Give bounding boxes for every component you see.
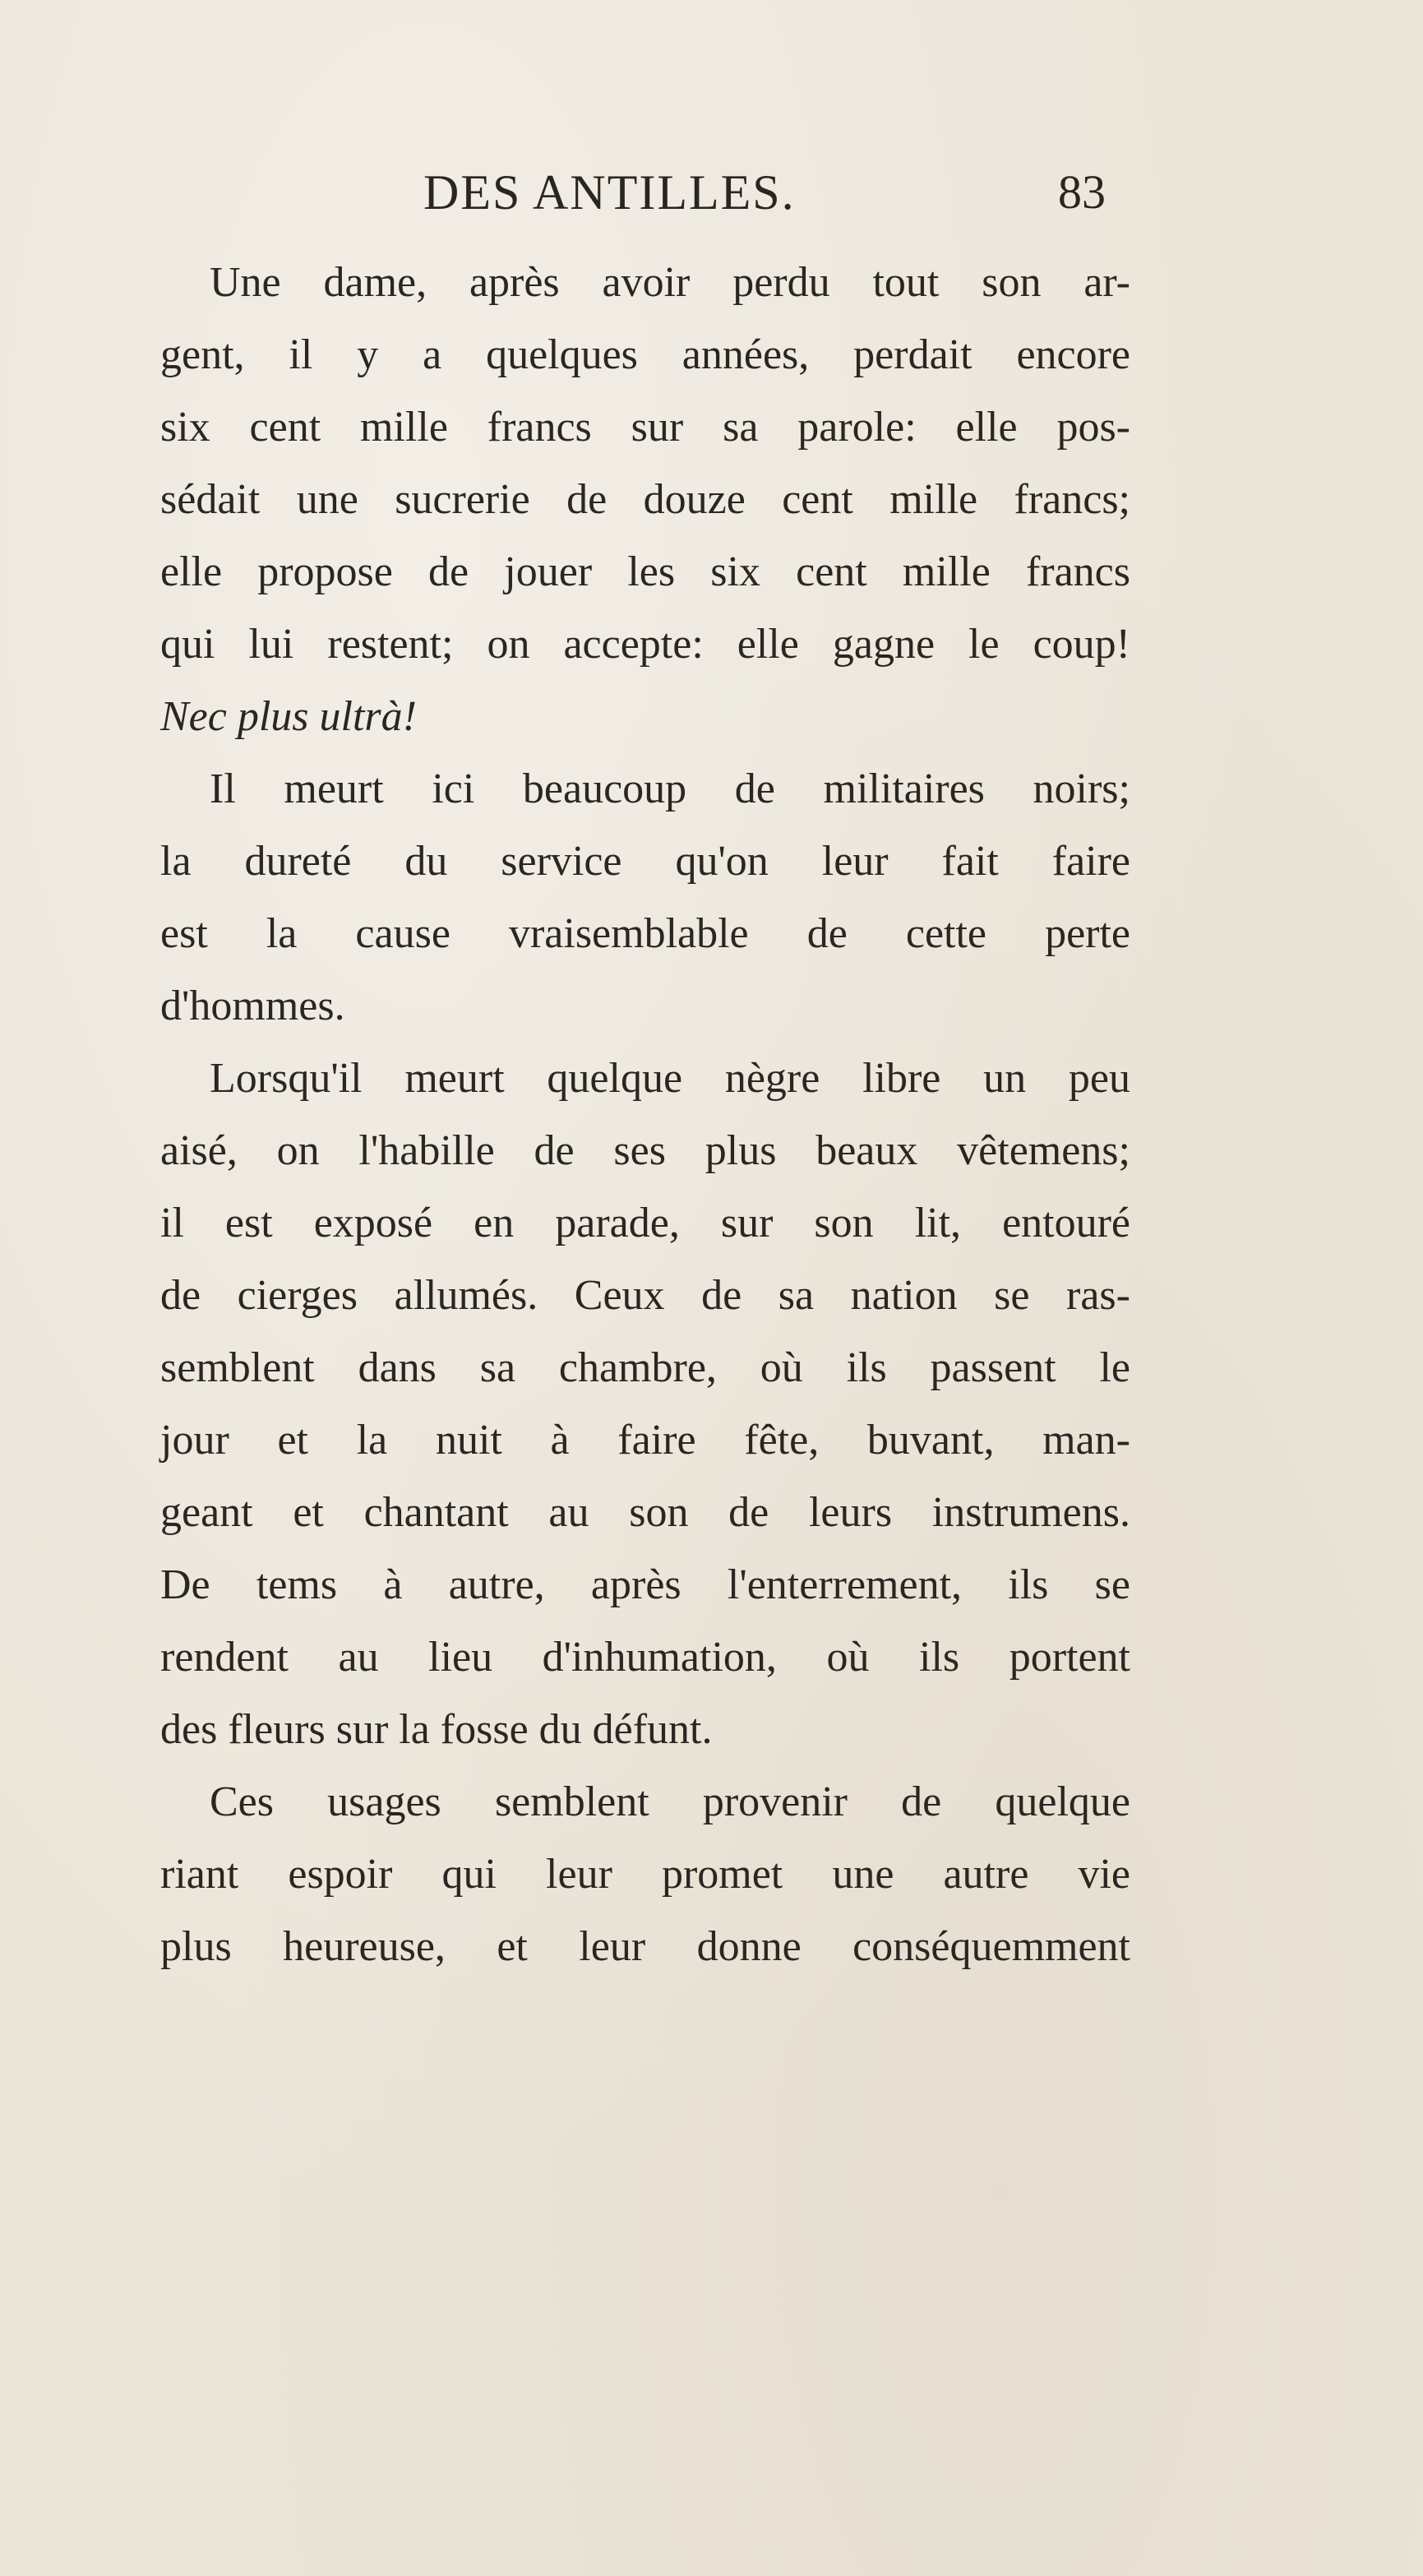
running-head xyxy=(160,164,1106,230)
text-line: d'hommes. xyxy=(160,983,345,1029)
text-line: elle propose de jouer les six cent mille francs xyxy=(160,548,1130,595)
body-text xyxy=(160,247,1130,1983)
text-line: des fleurs sur la fosse du défunt. xyxy=(160,1706,713,1753)
text-line: gent, il y a quelques années, perdait encore xyxy=(160,331,1130,378)
text-line: la dureté du service qu'on leur fait faire xyxy=(160,838,1130,885)
text-line: geant et chantant au son de leurs instrumens. xyxy=(160,1489,1130,1536)
running-title: DES ANTILLES. xyxy=(423,165,796,220)
text-line: semblent dans sa chambre, où ils passent le xyxy=(160,1344,1130,1391)
text-line: il est exposé en parade, sur son lit, entouré xyxy=(160,1200,1130,1246)
text-line: riant espoir qui leur promet une autre vie xyxy=(160,1851,1130,1898)
text-line: Lorsqu'il meurt quelque nègre libre un peu xyxy=(210,1055,1130,1102)
page-number: 83 xyxy=(1058,165,1106,219)
text-line: aisé, on l'habille de ses plus beaux vêtemens; xyxy=(160,1127,1130,1174)
text-line: de cierges allumés. Ceux de sa nation se ras- xyxy=(160,1272,1130,1319)
text-line-italic: Nec plus ultrà! xyxy=(160,693,417,740)
text-line: rendent au lieu d'inhumation, où ils portent xyxy=(160,1634,1130,1681)
text-line: Il meurt ici beaucoup de militaires noirs; xyxy=(210,765,1130,812)
text-line: Une dame, après avoir perdu tout son ar- xyxy=(210,259,1130,306)
text-line: six cent mille francs sur sa parole: elle pos- xyxy=(160,404,1130,451)
text-line: qui lui restent; on accepte: elle gagne le coup! xyxy=(160,621,1130,668)
text-line: plus heureuse, et leur donne conséquemment xyxy=(160,1923,1130,1970)
text-line: est la cause vraisemblable de cette perte xyxy=(160,910,1130,957)
text-line: Ces usages semblent provenir de quelque xyxy=(210,1778,1130,1825)
text-line: De tems à autre, après l'enterrement, ils se xyxy=(160,1561,1130,1608)
text-line: jour et la nuit à faire fête, buvant, man- xyxy=(160,1417,1130,1464)
text-line: sédait une sucrerie de douze cent mille francs; xyxy=(160,476,1130,523)
